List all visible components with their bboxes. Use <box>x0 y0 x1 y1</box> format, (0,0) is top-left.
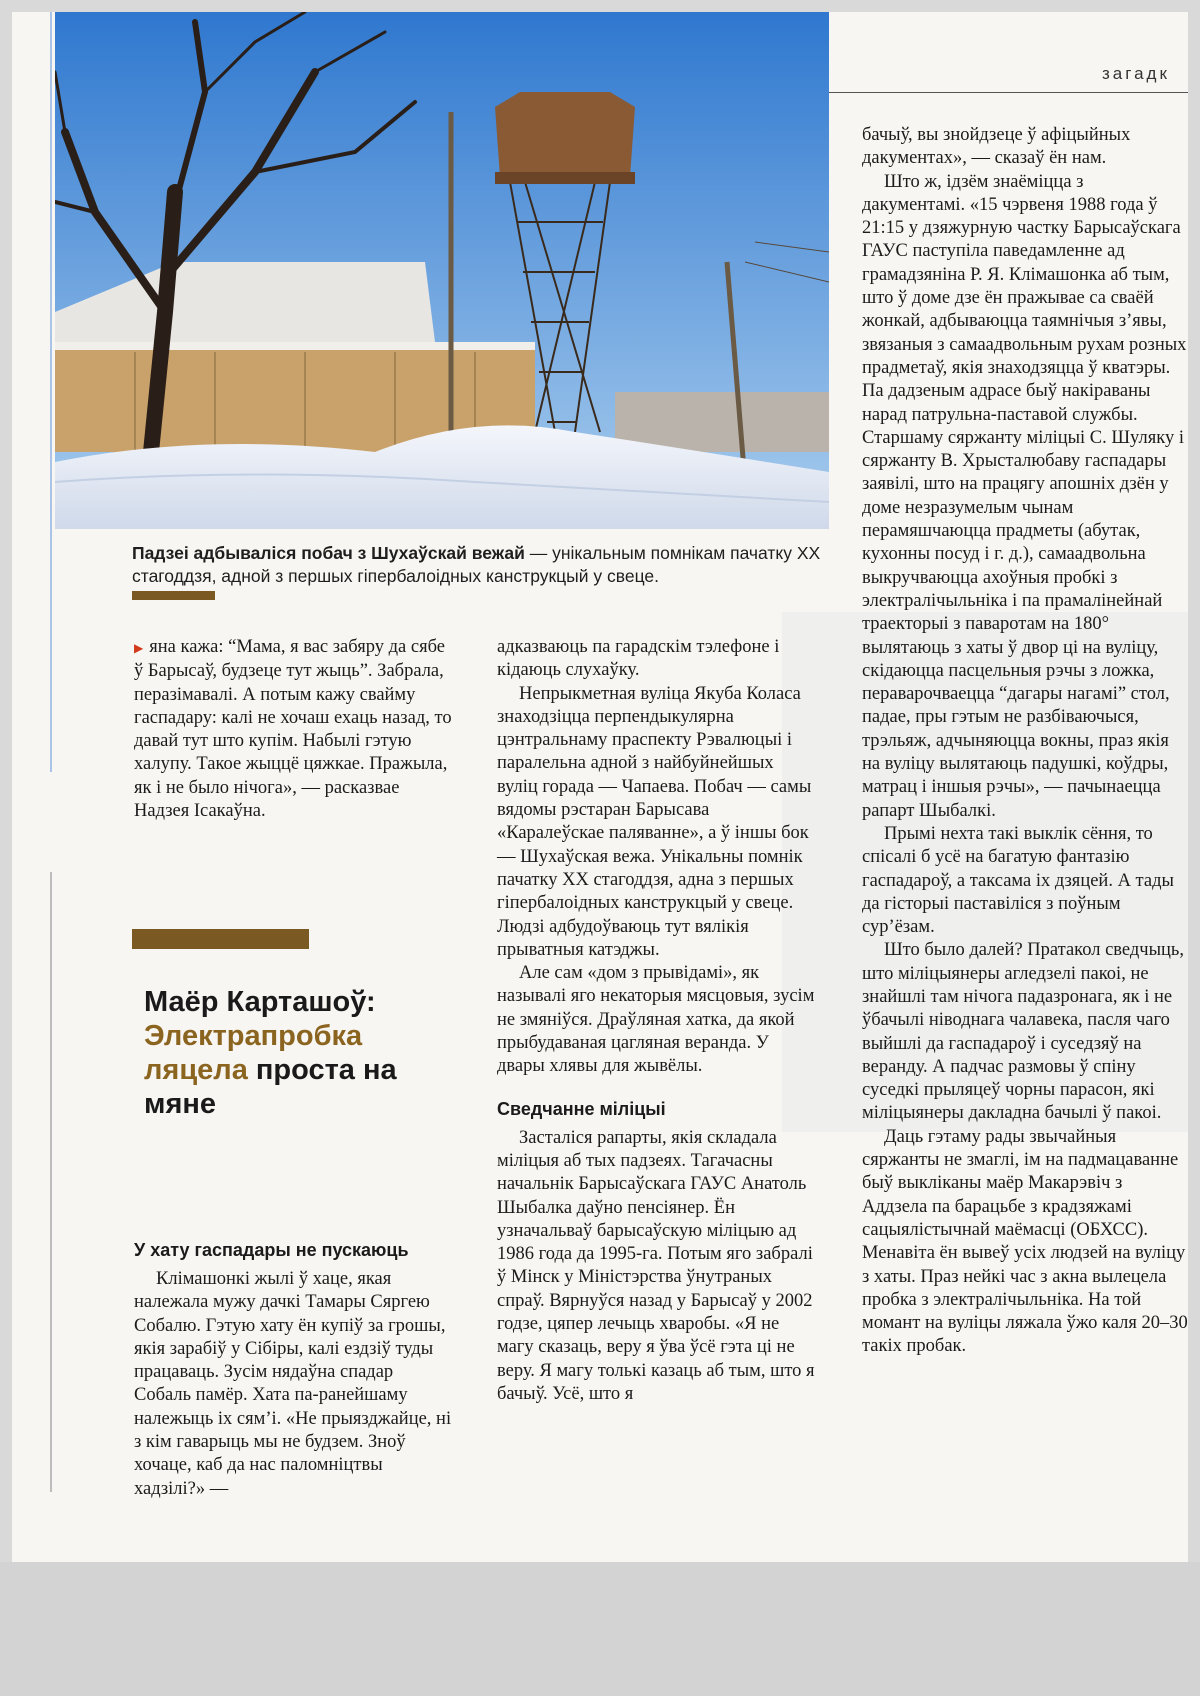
paragraph: Прымі нехта такі выклік сёння, то спісалі б усё на багатую фантазію гаспадароў, а таксама іх дзяцей. А тады да гісторыі паставіліся з поўным сур’ёзам. <box>862 823 1174 938</box>
paragraph: Што ж, ідзём знаёміцца з дакументамі. «15 чэрвеня 1988 года ў 21:15 у дзяжурную частку Барысаўскага ГАУС паступіла паведамленне ад грамадзяніна Р. Я. Клімашонка аб тым, што ў доме дзе ён пражывае са сваёй жонкай, адбываюцца таямнічыя з’явы, звязаныя з самаадвольным рухам розных прадметаў, якія знаходзяцца ў кватэры. Па дадзеным адрасе быў накіраваны нарад патрульна-паставой службы. Старшаму сяржанту міліцыі С. Шуляку і сяржанту В. Хрысталюбаву гаспадары заявілі, што на працягу апошніх дзён у доме незразумелым чынам перамяшчаюцца прадметы (абутак, кухонны посуд і г. д.), самаадвольна выкручваюцца ахоўныя пробкі з электралічыльніка і па прамалінейнай траекторыі з паваротам на 180° вылятаюць з хаты ў двор ці на вуліцу, скідаюцца пасцельныя рэчы з ложка, пераварочваецца “дагары нагамі” стол, падае, пры гэтым не разбіваючыся, трэльяж, адчыняюцца вокны, праз якія на вуліцу вылятаюць падушкі, коўдры, матрац і іншыя рэчы», — пачынаецца рапарт Шыбалкі. <box>862 171 1187 821</box>
column-right <box>862 124 1188 1359</box>
paragraph: Даць гэтаму рады звычайныя сяржанты не змаглі, ім на падмацаванне быў выкліканы маёр Макарэвіч з Аддзела па барацьбе з крадзяжамі сацыялістычнай маёмасці (ОБХСС). Менавіта ён вывеў усіх людзей на вуліцу з хаты. Праз нейкі час з акна вылецела пробка з электралічыльніка. На той момант на вуліцы ляжала ўжо каля 20–30 такіх пробак. <box>862 1126 1188 1357</box>
arrow-icon: ▶ <box>134 641 144 655</box>
paragraph: Засталіся рапарты, якія складала міліцыя аб тых падзеях. Тагачасны начальнік Барысаўскага ГАУС Анатоль Шыбалка даўно пенсіянер. Ён узначальваў барысаўскую міліцыю ад 1986 года да 1995-га. Потым яго забралі ў Мінск у Міністэрства ўнутраных спраў. Вярнуўся назад у Барысаў у 2002 годзе, цяпер лечыць хваробы. «Я не магу сказаць, веру я ўва ўсё гэта ці не веру. Я магу толькі казаць аб тым, што я бачыў. Усё, што я <box>497 1127 815 1404</box>
shukhov-water-tower-photo <box>55 12 829 529</box>
photo-caption <box>132 542 832 588</box>
caption-rule <box>132 591 215 600</box>
scan-background <box>0 1562 1200 1696</box>
headline-accent2: ляцела <box>144 1054 248 1086</box>
headline <box>144 985 434 1121</box>
paragraph: адказваюць па гарадскім тэлефоне і кідаюць слухаўку. <box>497 637 780 681</box>
subheading: У хату гаспадары не пускаюць <box>134 1240 409 1260</box>
caption-text: — унікальным помнікам пачатку XX стагоддзя, адной з першых гіпербалоідных канструкцый у свеце. <box>132 543 821 586</box>
left-margin-line <box>50 12 52 772</box>
header-rule <box>829 92 1188 93</box>
headline-accent: Электрапробка <box>144 1020 363 1052</box>
column-left-bottom <box>134 1230 452 1501</box>
magazine-page <box>12 12 1188 1562</box>
caption-bold: Падзеі адбываліся побач з Шухаўскай вежай <box>132 543 525 563</box>
paragraph: бачыў, вы знойдзеце ў афіцыйных дакументах», — сказаў ён нам. <box>862 125 1131 169</box>
headline-line1: Маёр Карташоў: <box>144 986 376 1018</box>
headline-rest: проста на мяне <box>144 1054 397 1120</box>
section-label: загадк <box>1102 64 1170 83</box>
column-left-top <box>134 636 452 823</box>
paragraph: Але сам «дом з прывідамі», як называлі яго некаторыя мясцовыя, зусім не змяніўся. Драўляная хатка, да якой прыбудаваная цагляная веранда. У двары хлявы для жывёлы. <box>497 963 815 1077</box>
paragraph: ▶ яна кажа: “Мама, я вас забяру да сябе ў Барысаў, будзеце тут жыць”. Забрала, перазімавалі. А потым кажу свайму гаспадару: калі не хочаш ехаць назад, то давай тут што купім. Набылі гэтую халупу. Такое жыццё цяжкае. Пражыла, як і не было нічога», — расказвае Надзея Ісакаўна. <box>134 637 452 822</box>
subheading: Сведчанне міліцыі <box>497 1098 666 1119</box>
paragraph: Што было далей? Пратакол сведчыць, што міліцыянеры агледзелі пакоі, не знайшлі там нічога падазронага, як і не ўбачылі ніводнага чалавека, пасля чаго выйшлі да гаспадароў і суседзяў на веранду. А падчас размовы ў спіну суседкі прыляцеў чорны парасон, які міліцыянеры дакладна бачылі ў пакоі. <box>862 940 1184 1124</box>
column-middle <box>497 636 819 1406</box>
headline-rule <box>132 929 309 949</box>
paragraph: Непрыкметная вуліца Якуба Коласа знаходзіцца перпендыкулярна цэнтральнаму праспекту Рэвалюцыі і паралельна адной з найбуйнейшых вуліц горада — Чапаева. Побач — самы вядомы рэстаран Барысава «Каралеўскае паляванне», а ў іншы бок — Шухаўская вежа. Унікальны помнік пачатку XX стагоддзя, адна з першых гіпербалоідных канструкцый у свеце. Людзі адбудоўваюць тут вялікія прыватныя катэджы. <box>497 683 812 960</box>
paragraph: Клімашонкі жылі ў хаце, якая належала мужу дачкі Тамары Сяргею Собалю. Гэтую хату ён купіў за грошы, якія зарабіў у Сібіры, калі ездзіў туды працаваць. Зусім нядаўна спадар Собаль памёр. Хата па-ранейшаму належыць іх сям’і. «Не прыязджайце, ні з кім гаварыць мы не будзем. Зноў хочаце, каб да нас паломніцтвы хадзілі?» — <box>134 1269 452 1499</box>
left-margin-line-lower <box>50 872 52 1492</box>
